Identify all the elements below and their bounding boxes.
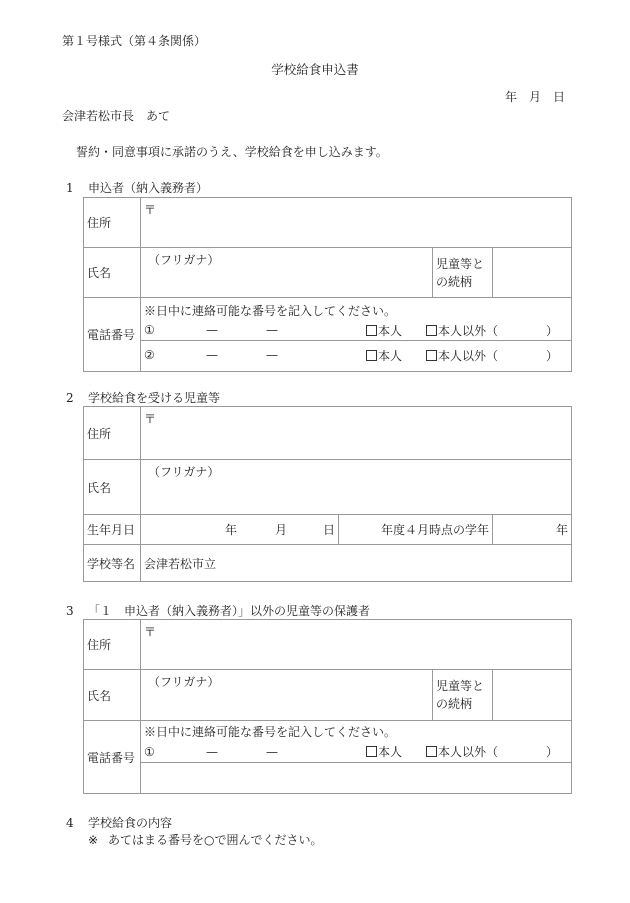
name-label: 氏名	[84, 248, 141, 298]
guardian-table	[83, 619, 572, 794]
section-number: 1	[66, 181, 74, 195]
section-3-heading	[66, 602, 370, 619]
phone-row-2[interactable]	[144, 341, 568, 369]
phone-row-2-blank[interactable]	[141, 762, 571, 793]
phone-dash: —	[266, 744, 278, 759]
grade-field[interactable]	[493, 515, 572, 545]
note-text: あてはまる番号を○で囲んでください。	[108, 833, 323, 847]
section-number: 4	[66, 816, 74, 830]
checkbox[interactable]	[426, 746, 437, 757]
phone-cell	[141, 721, 572, 794]
close-paren: ）	[546, 323, 559, 338]
relation-field[interactable]	[493, 670, 572, 721]
furigana-label: （フリガナ）	[148, 253, 220, 267]
form-number: 第１号様式（第４条関係）	[62, 34, 207, 48]
other-label: 本人以外（	[438, 323, 499, 338]
school-prefix: 会津若松市立	[144, 556, 217, 571]
checkbox[interactable]	[426, 325, 437, 336]
month-unit: 月	[275, 523, 288, 537]
postal-mark: 〒	[144, 412, 157, 426]
address-field[interactable]	[141, 407, 572, 460]
furigana-label: （フリガナ）	[148, 465, 220, 479]
self-label: 本人	[378, 323, 403, 338]
document-title: 学校給食申込書	[271, 62, 359, 77]
name-label: 氏名	[84, 460, 141, 515]
address-label: 住所	[84, 407, 141, 460]
self-option[interactable]	[366, 347, 426, 364]
address-field[interactable]	[141, 620, 572, 670]
furigana-label: （フリガナ）	[148, 675, 220, 689]
checkbox[interactable]	[366, 350, 377, 361]
addressee: 会津若松市長 あて	[62, 109, 171, 123]
postal-mark: 〒	[144, 203, 157, 217]
section-number: 2	[66, 391, 74, 405]
phone-dash: —	[206, 744, 218, 759]
birthdate-field[interactable]	[141, 515, 339, 545]
phone-instructions	[141, 300, 571, 340]
phone-label: 電話番号	[84, 721, 141, 794]
phone-label: 電話番号	[84, 298, 141, 372]
self-option[interactable]	[366, 743, 426, 760]
other-option[interactable]	[426, 347, 546, 364]
section-number: 3	[66, 604, 74, 618]
phone-number-marker: ①	[144, 744, 155, 759]
child-table	[83, 406, 572, 582]
phone-dash: —	[206, 348, 218, 362]
phone-number-marker: ①	[144, 323, 155, 337]
section-title: 学校給食の内容	[88, 816, 173, 830]
grade-unit: 年	[556, 523, 569, 537]
day-unit: 日	[323, 523, 336, 537]
pledge-text: 誓約・同意事項に承諾のうえ、学校給食を申し込みます。	[76, 145, 388, 159]
phone-dash: —	[206, 323, 218, 337]
name-field[interactable]	[141, 670, 433, 721]
school-field[interactable]	[141, 545, 572, 582]
phone-dash: —	[266, 323, 278, 337]
section-2-heading	[66, 389, 220, 406]
section-title: 「１ 申込者（納入義務者）」以外の児童等の保護者	[88, 604, 371, 618]
year-unit: 年	[225, 523, 238, 537]
phone-cell	[141, 298, 572, 372]
phone-row-1[interactable]	[144, 320, 568, 340]
relation-label: 児童等との続柄	[433, 248, 493, 298]
close-paren: ）	[546, 745, 559, 759]
school-label: 学校等名	[84, 545, 141, 582]
relation-field[interactable]	[493, 248, 572, 298]
section-4-heading	[66, 814, 172, 831]
grade-label: 年度４月時点の学年	[339, 515, 493, 545]
other-label: 本人以外（	[438, 348, 499, 363]
other-label: 本人以外（	[438, 745, 499, 759]
self-label: 本人	[378, 348, 403, 363]
address-field[interactable]	[141, 198, 572, 248]
phone-instructions	[141, 722, 571, 762]
phone-number-marker: ②	[144, 348, 155, 362]
other-option[interactable]	[426, 743, 546, 760]
close-paren: ）	[546, 348, 559, 363]
phone-row-1[interactable]	[144, 742, 568, 762]
phone-note: ※日中に連絡可能な番号を記入してください。	[144, 725, 397, 739]
checkbox[interactable]	[366, 325, 377, 336]
phone-note: ※日中に連絡可能な番号を記入してください。	[144, 303, 397, 318]
self-option[interactable]	[366, 322, 426, 339]
self-label: 本人	[378, 745, 403, 759]
section-1-heading	[66, 179, 208, 196]
checkbox[interactable]	[366, 746, 377, 757]
birthdate-label: 生年月日	[84, 515, 141, 545]
phone-row-2-container	[141, 340, 571, 369]
other-option[interactable]	[426, 322, 546, 339]
address-label: 住所	[84, 198, 141, 248]
note-mark: ※	[88, 833, 99, 847]
birthdate-units	[144, 520, 335, 540]
relation-label: 児童等との続柄	[433, 670, 493, 721]
phone-dash: —	[266, 348, 278, 362]
section-title: 申込者（納入義務者）	[88, 181, 209, 195]
name-field[interactable]	[141, 460, 572, 515]
address-label: 住所	[84, 620, 141, 670]
checkbox[interactable]	[426, 350, 437, 361]
postal-mark: 〒	[144, 625, 157, 639]
name-label: 氏名	[84, 670, 141, 721]
name-field[interactable]	[141, 248, 433, 298]
date-line: 年 月 日	[505, 90, 566, 104]
applicant-table	[83, 197, 572, 372]
section-title: 学校給食を受ける児童等	[88, 391, 221, 405]
section-4-note	[88, 831, 322, 848]
